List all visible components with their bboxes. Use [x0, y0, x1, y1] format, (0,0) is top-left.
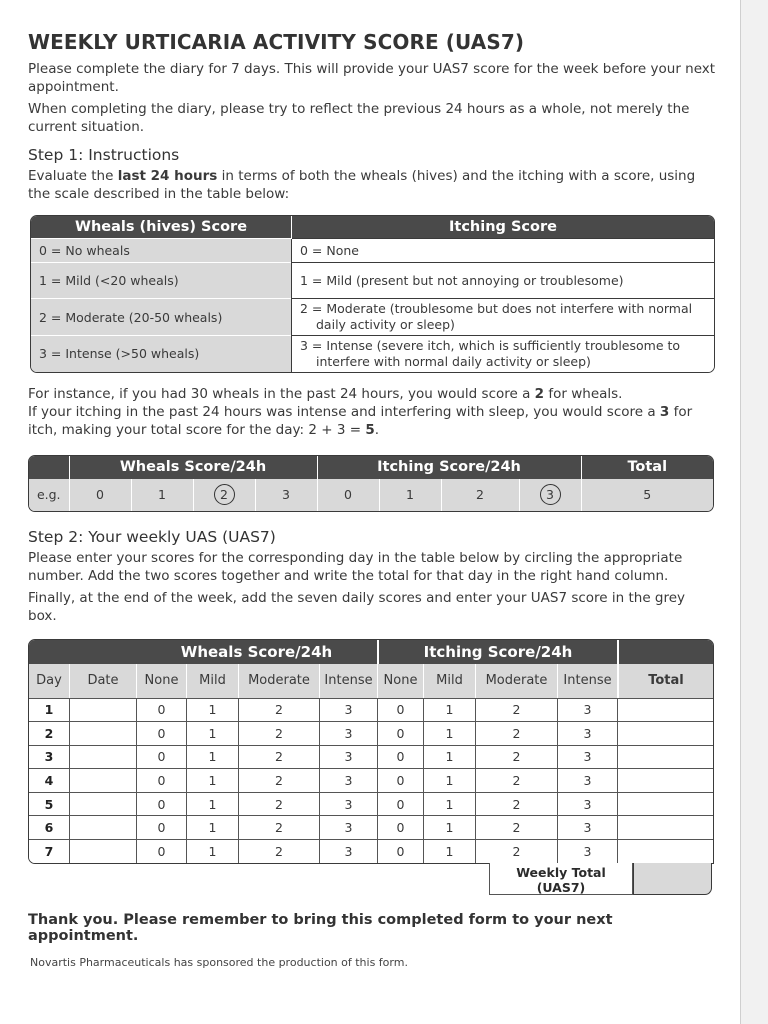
weekly-total-header-blank: [617, 640, 713, 664]
itching-score-option[interactable]: 0: [377, 815, 423, 839]
weekly-total-field[interactable]: [633, 863, 712, 895]
wheals-score-option[interactable]: 2: [238, 698, 319, 722]
day-number: 6: [29, 815, 69, 839]
wheals-score-option[interactable]: 1: [186, 721, 238, 745]
itching-score-option[interactable]: 3: [557, 698, 617, 722]
itching-score-option[interactable]: 0: [377, 698, 423, 722]
itching-score-option[interactable]: 2: [475, 839, 557, 863]
weekly-row: [29, 698, 713, 722]
itching-score-option[interactable]: 3: [557, 768, 617, 792]
example-wheals-0: 0: [69, 479, 131, 511]
example-itching-2: 2: [441, 479, 519, 511]
col-wheals-intense: Intense: [319, 664, 377, 698]
col-total: Total: [617, 664, 713, 698]
itching-score-option[interactable]: 3: [557, 815, 617, 839]
itching-score-option[interactable]: 3: [557, 792, 617, 816]
wheals-score-option[interactable]: 3: [319, 768, 377, 792]
example-total-header: Total: [581, 456, 713, 479]
wheals-score-option[interactable]: 2: [238, 792, 319, 816]
wheals-score-option[interactable]: 3: [319, 745, 377, 769]
weekly-row: [29, 721, 713, 745]
page-title: WEEKLY URTICARIA ACTIVITY SCORE (UAS7): [28, 30, 525, 54]
wheals-score-option[interactable]: 3: [319, 792, 377, 816]
date-field[interactable]: [69, 768, 136, 792]
col-itching-none: None: [377, 664, 423, 698]
wheals-score-option[interactable]: 0: [136, 839, 186, 863]
scale-wheals-2: 2 = Moderate (20-50 wheals): [31, 299, 292, 336]
intro-paragraph-2: When completing the diary, please try to reflect the previous 24 hours as a whole, not merely the current situation.: [28, 101, 690, 135]
day-number: 5: [29, 792, 69, 816]
day-number: 4: [29, 768, 69, 792]
weekly-row: [29, 745, 713, 769]
example-itching-1: 1: [379, 479, 441, 511]
scale-wheals-3: 3 = Intense (>50 wheals): [31, 336, 292, 372]
page-edge-line: [740, 0, 741, 1024]
date-field[interactable]: [69, 815, 136, 839]
itching-score-option[interactable]: 1: [423, 745, 475, 769]
col-wheals-none: None: [136, 664, 186, 698]
col-itching-intense: Intense: [557, 664, 617, 698]
daily-total-field[interactable]: [617, 698, 713, 722]
weekly-blank-header: [29, 640, 136, 664]
itching-score-option[interactable]: 2: [475, 815, 557, 839]
col-itching-moderate: Moderate: [475, 664, 557, 698]
example-wheals-2: [193, 479, 255, 511]
weekly-row: [29, 839, 713, 863]
daily-total-field[interactable]: [617, 721, 713, 745]
form-page: [28, 30, 716, 969]
scale-itching-1: 1 = Mild (present but not annoying or troublesome): [292, 263, 715, 299]
step2-paragraph-1: Please enter your scores for the corresponding day in the table below by circling the appropriate number. Add the two scores together and write the total for that day in the right hand column.: [28, 549, 683, 584]
itching-score-option[interactable]: 2: [475, 698, 557, 722]
closing-text: Thank you. Please remember to bring this completed form to your next appointment.: [28, 911, 613, 944]
example-wheals-3: 3: [255, 479, 317, 511]
day-number: 1: [29, 698, 69, 722]
example-wheals-header: Wheals Score/24h: [69, 456, 317, 479]
scale-wheals-header: Wheals (hives) Score: [31, 216, 292, 239]
wheals-score-option[interactable]: 0: [136, 792, 186, 816]
itching-score-option[interactable]: 1: [423, 839, 475, 863]
intro-paragraph-1: Please complete the diary for 7 days. This will provide your UAS7 score for the week before your next appointment.: [28, 61, 716, 95]
example-table: [28, 455, 714, 512]
col-itching-mild: Mild: [423, 664, 475, 698]
itching-score-option[interactable]: 1: [423, 721, 475, 745]
wheals-score-option[interactable]: 3: [319, 698, 377, 722]
wheals-score-option[interactable]: 2: [238, 839, 319, 863]
itching-score-option[interactable]: 2: [475, 745, 557, 769]
itching-score-option[interactable]: 1: [423, 698, 475, 722]
weekly-total-box: [28, 864, 716, 898]
wheals-score-option[interactable]: 1: [186, 745, 238, 769]
itching-score-option[interactable]: 0: [377, 721, 423, 745]
wheals-score-option[interactable]: 1: [186, 815, 238, 839]
wheals-score-option[interactable]: 2: [238, 768, 319, 792]
scale-wheals-1: 1 = Mild (<20 wheals): [31, 263, 292, 299]
itching-score-option[interactable]: 1: [423, 815, 475, 839]
itching-score-option[interactable]: 3: [557, 839, 617, 863]
daily-total-field[interactable]: [617, 768, 713, 792]
wheals-score-option[interactable]: 2: [238, 721, 319, 745]
wheals-score-option[interactable]: 3: [319, 815, 377, 839]
wheals-score-option[interactable]: 3: [319, 721, 377, 745]
page-edge: [740, 0, 768, 1024]
weekly-table: [28, 639, 714, 864]
weekly-row: [29, 768, 713, 792]
weekly-wheals-header: Wheals Score/24h: [136, 640, 377, 664]
itching-score-option[interactable]: 0: [377, 745, 423, 769]
daily-total-field[interactable]: [617, 815, 713, 839]
circled-score: 3: [540, 484, 561, 505]
itching-score-option[interactable]: 0: [377, 792, 423, 816]
example-itching-header: Itching Score/24h: [317, 456, 581, 479]
sponsor-text: Novartis Pharmaceuticals has sponsored the production of this form.: [30, 955, 408, 969]
weekly-row: [29, 815, 713, 839]
date-field[interactable]: [69, 839, 136, 863]
step1-text: Evaluate the last 24 hours in terms of both the wheals (hives) and the itching with a score, using the scale described in the table below:: [28, 168, 696, 202]
day-number: 2: [29, 721, 69, 745]
scale-itching-0: 0 = None: [292, 239, 715, 263]
wheals-score-option[interactable]: 2: [238, 745, 319, 769]
wheals-score-option[interactable]: 0: [136, 698, 186, 722]
col-day: Day: [29, 664, 69, 698]
wheals-score-option[interactable]: 3: [319, 839, 377, 863]
wheals-score-option[interactable]: 1: [186, 768, 238, 792]
itching-score-option[interactable]: 2: [475, 721, 557, 745]
day-number: 7: [29, 839, 69, 863]
itching-score-option[interactable]: 0: [377, 768, 423, 792]
circled-score: 2: [214, 484, 235, 505]
itching-score-option[interactable]: 2: [475, 768, 557, 792]
itching-score-option[interactable]: 3: [557, 721, 617, 745]
daily-total-field[interactable]: [617, 745, 713, 769]
example-blank-header: [29, 456, 69, 479]
date-field[interactable]: [69, 698, 136, 722]
weekly-total-label: Weekly Total (UAS7): [489, 863, 633, 895]
step1-heading: Step 1: Instructions: [28, 146, 180, 164]
itching-score-option[interactable]: 2: [475, 792, 557, 816]
step2-heading: Step 2: Your weekly UAS (UAS7): [28, 527, 276, 546]
scale-itching-2: 2 = Moderate (troublesome but does not interfere with normal daily activity or sleep): [292, 299, 715, 336]
step2-paragraph-2: Finally, at the end of the week, add the seven daily scores and enter your UAS7 score in the grey box.: [28, 589, 686, 624]
example-itching-3: [519, 479, 581, 511]
scale-wheals-0: 0 = No wheals: [31, 239, 292, 263]
wheals-score-option[interactable]: 0: [136, 815, 186, 839]
example-total: 5: [581, 479, 713, 511]
col-date: Date: [69, 664, 136, 698]
daily-total-field[interactable]: [617, 792, 713, 816]
wheals-score-option[interactable]: 2: [238, 815, 319, 839]
wheals-score-option[interactable]: 1: [186, 792, 238, 816]
instance-text: For instance, if you had 30 wheals in the past 24 hours, you would score a 2 for wheals. If your itching in the past 24 hours was intense and interfering with sleep, you would score a 3 for itch, making your total score for the day: 2 + 3 = 5.: [28, 385, 693, 438]
wheals-score-option[interactable]: 0: [136, 768, 186, 792]
col-wheals-mild: Mild: [186, 664, 238, 698]
date-field[interactable]: [69, 721, 136, 745]
scale-table: [30, 215, 715, 373]
wheals-score-option[interactable]: 0: [136, 745, 186, 769]
example-itching-0: 0: [317, 479, 379, 511]
date-field[interactable]: [69, 745, 136, 769]
example-wheals-1: 1: [131, 479, 193, 511]
wheals-score-option[interactable]: 1: [186, 839, 238, 863]
col-wheals-moderate: Moderate: [238, 664, 319, 698]
itching-score-option[interactable]: 0: [377, 839, 423, 863]
day-number: 3: [29, 745, 69, 769]
daily-total-field[interactable]: [617, 839, 713, 863]
itching-score-option[interactable]: 3: [557, 745, 617, 769]
scale-itching-3: 3 = Intense (severe itch, which is sufficiently troublesome to interfere with normal daily activity or sleep): [292, 336, 715, 372]
weekly-table-body: [29, 698, 713, 863]
scale-itching-header: Itching Score: [292, 216, 715, 239]
weekly-row: [29, 792, 713, 816]
wheals-score-option[interactable]: 0: [136, 721, 186, 745]
itching-score-option[interactable]: 1: [423, 768, 475, 792]
itching-score-option[interactable]: 1: [423, 792, 475, 816]
wheals-score-option[interactable]: 1: [186, 698, 238, 722]
date-field[interactable]: [69, 792, 136, 816]
weekly-itching-header: Itching Score/24h: [377, 640, 617, 664]
example-label: e.g.: [29, 479, 69, 511]
